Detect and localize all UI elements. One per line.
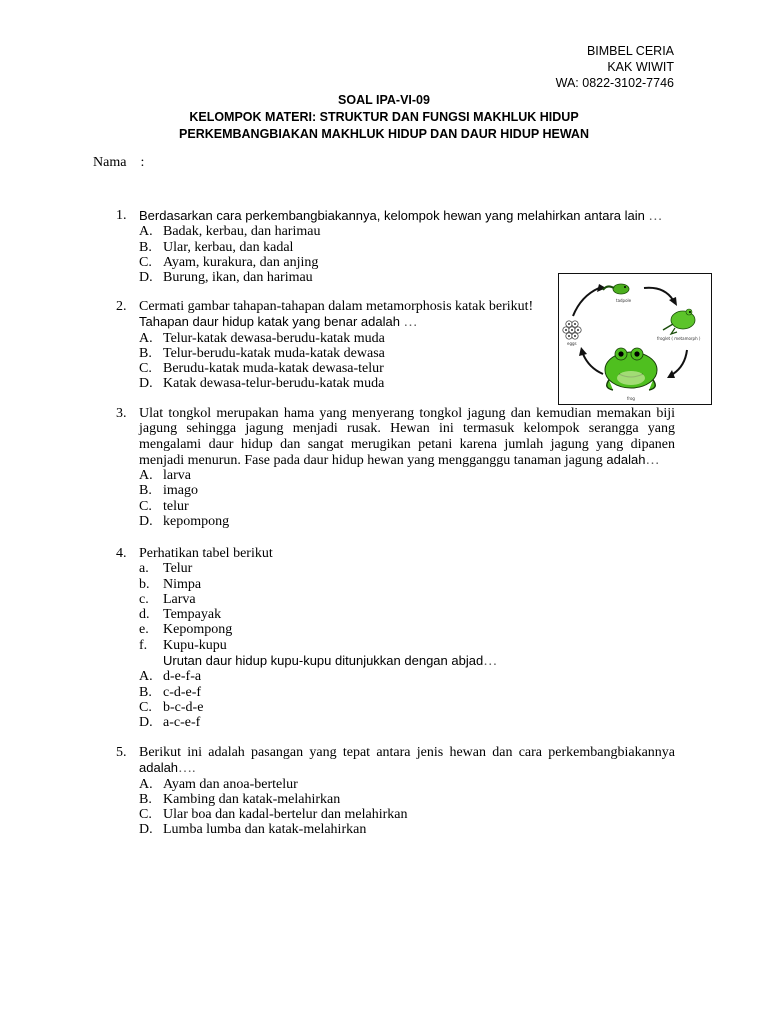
question-text: Cermati gambar tahapan-tahapan dalam metamorphosis katak berikut! xyxy=(139,299,534,314)
option-c: C. Ayam, kurakura, dan anjing xyxy=(139,254,319,270)
option-a: A. Telur-katak dewasa-berudu-katak muda xyxy=(139,330,385,346)
option-a: A. d-e-f-a xyxy=(139,669,202,685)
frog-icon xyxy=(605,348,657,390)
contact-number: WA: 0822-3102-7746 xyxy=(555,76,674,90)
ellipsis: …. xyxy=(178,761,196,777)
svg-text:eggs: eggs xyxy=(567,341,577,346)
title-line-3: PERKEMBANGBIAKAN MAKHLUK HIDUP DAN DAUR HIDUP HEWAN xyxy=(179,127,589,141)
name-field xyxy=(93,155,144,171)
question-continuation: adalah xyxy=(139,760,179,776)
svg-text:frog: frog xyxy=(627,396,635,401)
option-c: C. Berudu-katak muda-katak dewasa-telur xyxy=(139,361,384,377)
option-c: C. b-c-d-e xyxy=(139,699,204,715)
question-number: 2. xyxy=(116,299,127,314)
ellipsis: … xyxy=(644,209,663,224)
document-title xyxy=(0,92,768,143)
title-line-1: SOAL IPA-VI-09 xyxy=(338,93,430,107)
option-a: A. Badak, kerbau, dan harimau xyxy=(139,224,321,240)
list-item: a. Telur xyxy=(139,561,193,577)
question-number: 4. xyxy=(116,546,127,561)
option-c: C. Ular boa dan kadal-bertelur dan melahirkan xyxy=(139,807,408,823)
arrow-icon xyxy=(669,297,677,306)
svg-text:tadpole: tadpole xyxy=(616,298,632,303)
header-info xyxy=(556,43,674,91)
froglet-icon xyxy=(663,309,695,334)
option-b: B. imago xyxy=(139,483,198,499)
list-item: b. Nimpa xyxy=(139,576,202,592)
question-tail: adalah xyxy=(602,451,646,467)
option-d: D. kepompong xyxy=(139,514,230,530)
ellipsis: … xyxy=(399,315,418,331)
svg-text:froglet ( metamorph ): froglet ( metamorph ) xyxy=(657,336,701,341)
option-d: D. a-c-e-f xyxy=(139,715,201,731)
question-text: Ulat tongkol merupakan hama yang menyerang tongkol jagung dan kemudian memakan biji jagung sehingga jagung menjadi rusak. Hewan ini termasuk kelompok serangga yang mengalami daur hidup dan sangat merugikan petani karena jumlah jagung yang dipanen menjadi menurun. Fase pada daur hidup hewan yang mengganggu tanaman jagung xyxy=(139,406,675,468)
list-item: c. Larva xyxy=(139,591,196,607)
org-name: BIMBEL CERIA xyxy=(586,44,674,58)
option-a: A. larva xyxy=(139,468,191,484)
frog-life-cycle-diagram xyxy=(558,273,712,405)
question-4 xyxy=(116,546,675,731)
option-b: B. c-d-e-f xyxy=(139,684,202,700)
question-text: Berdasarkan cara perkembangbiakannya, kelompok hewan yang melahirkan antara lain xyxy=(139,208,645,223)
option-d: D. Lumba lumba dan katak-melahirkan xyxy=(139,822,367,838)
list-item: d. Tempayak xyxy=(139,607,222,623)
question-number: 3. xyxy=(116,406,127,421)
list-item: f. Kupu-kupu xyxy=(139,637,227,653)
ellipsis: … xyxy=(645,452,660,468)
option-b: B. Kambing dan katak-melahirkan xyxy=(139,791,341,807)
ellipsis: … xyxy=(483,654,498,670)
option-d: D. Burung, ikan, dan harimau xyxy=(139,270,313,286)
option-d: D. Katak dewasa-telur-berudu-katak muda xyxy=(139,376,385,392)
option-a: A. Ayam dan anoa-bertelur xyxy=(139,776,298,792)
option-b: B. Telur-berudu-katak muda-katak dewasa xyxy=(139,345,385,361)
question-subtext: Urutan daur hidup kupu-kupu ditunjukkan dengan abjad xyxy=(163,653,484,669)
name-colon: : xyxy=(140,155,145,170)
list-item: e. Kepompong xyxy=(139,622,233,638)
teacher-name: KAK WIWIT xyxy=(607,60,674,74)
question-number: 1. xyxy=(116,208,127,223)
option-c: C. telur xyxy=(139,498,189,514)
name-label: Nama xyxy=(93,155,127,170)
question-text: Berikut ini adalah pasangan yang tepat antara jenis hewan dan cara perkembangbiakannya xyxy=(139,745,675,760)
tadpole-icon xyxy=(603,284,629,294)
question-2 xyxy=(116,299,546,392)
title-line-2: KELOMPOK MATERI: STRUKTUR DAN FUNGSI MAKHLUK HIDUP xyxy=(189,110,579,124)
question-subtext: Tahapan daur hidup katak yang benar adalah xyxy=(139,314,400,330)
option-b: B. Ular, kerbau, dan kadal xyxy=(139,239,294,255)
question-5 xyxy=(116,745,675,838)
frog-life-cycle-illustration xyxy=(559,274,711,404)
question-3 xyxy=(116,406,675,529)
arrow-icon xyxy=(579,347,587,356)
question-text: Perhatikan tabel berikut xyxy=(139,546,273,561)
question-number: 5. xyxy=(116,745,127,760)
